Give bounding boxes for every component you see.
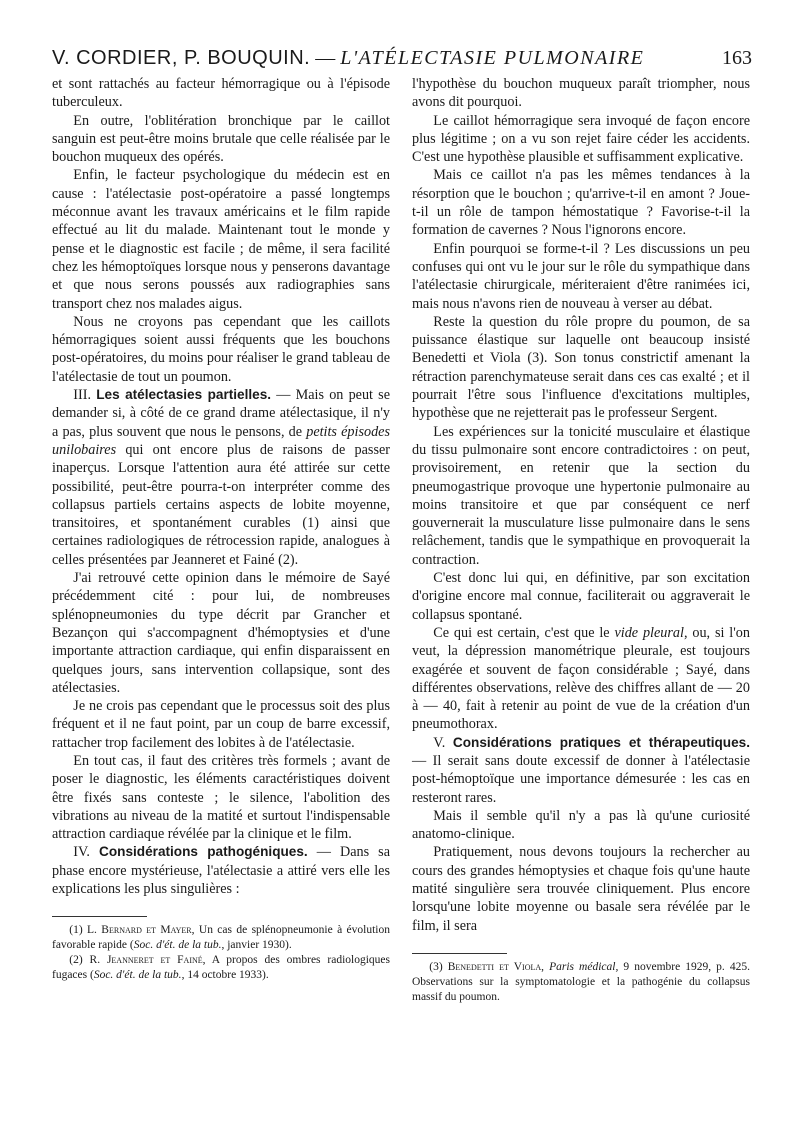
paragraph: Le caillot hémorragique sera invoqué de façon encore plus légitime ; on a vu son rejet faire céder les accidents. C'est une hypothèse plausible et suffisamment explicative. — [412, 112, 750, 166]
section-text: qui ont encore plus de raisons de passer inaperçus. Lorsque l'attention aura été attirée sur cette possibilité, peut-être pourra-t-on interpréter comme des collapsus partiels certains aspects de lobite moyenne, transitoires, et spontanément curables (1) ainsi que certaines radiologiques de rétrocession rapide, analogues à celles présentées par Jeanneret et Fainé (2). — [52, 441, 390, 568]
footnote-3: (3) Benedetti et Viola, Paris médical, 9 novembre 1929, p. 425. Observations sur la symptomatologie et la pathogénie du collapsus massif du poumon. — [412, 960, 750, 1003]
italic-phrase: petits épisodes unilobaires — [52, 423, 390, 458]
page-number: 163 — [722, 47, 752, 69]
footnote-authors: Benedetti et Viola, — [447, 960, 545, 973]
italic-phrase: vide pleural — [614, 624, 684, 641]
right-column — [412, 75, 750, 1005]
paragraph: Nous ne croyons pas cependant que les caillots hémorragiques soient aussi fréquents que les bouchons post-opératoires, du moins pour réaliser le grand tableau de l'atélectasie de tout un poumon. — [52, 313, 390, 385]
paragraph: Enfin, le facteur psychologique du médecin est en cause : l'atélectasie post-opératoire a passé longtemps méconnue avant les travaux américains et le film rapide effectué au lit du malade. Maintenant tout le monde y pense et le diagnostic est facile ; de même, il sera facilité chez les hémoptoïques lorsque nous y penserons davantage et que nous serons poussés aux radiographies sans transport chez nos malades aigus. — [52, 167, 390, 312]
paragraph: et sont rattachés au facteur hémorragique ou à l'épisode tuberculeux. — [52, 76, 390, 111]
footnote-2: (2) R. Jeanneret et Fainé, A propos des ombres radiologiques fugaces (Soc. d'ét. de la tub., 14 octobre 1933). — [52, 954, 390, 982]
left-column — [52, 75, 390, 983]
footnote-authors: R. Jeanneret et Fainé, — [89, 954, 206, 967]
footnote-divider — [412, 953, 507, 954]
section-heading: Les atélectasies partielles. — [96, 387, 272, 403]
section-v-paragraph — [412, 734, 750, 807]
header-title: L'ATÉLECTASIE PULMONAIRE — [340, 47, 645, 69]
header-dash: — — [315, 47, 336, 69]
paragraph: C'est donc lui qui, en définitive, par son excitation d'origine encore mal connue, faciliterait ou aggraverait le collapsus spontané. — [412, 570, 750, 623]
footnote-divider — [52, 916, 147, 917]
footnote-source: Paris médical, — [544, 960, 619, 973]
footnote-source: Soc. d'ét. de la tub. — [133, 939, 222, 952]
section-iv-paragraph — [52, 843, 390, 898]
paragraph: En outre, l'oblitération bronchique par le caillot sanguin est peut-être moins brutale que celle réalisée par le bouchon muqueux des opérés. — [52, 112, 390, 166]
paragraph: Reste la question du rôle propre du poumon, de sa puissance élastique sur laquelle ont beaucoup insisté Benedetti et Viola (3). Son tonus constrictif amenant la rétraction parenchymateuse serait dans ces cas exalté ; et il pourrait l'être sous l'influence d'excitations multiples, hypothèse que ne rejetterait pas le professeur Sergent. — [412, 313, 750, 422]
section-iii-paragraph — [52, 386, 390, 569]
paragraph: En tout cas, il faut des critères très formels ; avant de poser le diagnostic, les éléments caractéristiques doivent être fixés sans conteste ; le silence, l'abolition des vibrations au niveau de la matité et surtout l'indispensable attraction cardiaque révélée par la clinique et le film. — [52, 752, 390, 843]
section-text: — Mais on peut se demander si, à côté de ce grand drame atélectasique, il n'y a pas, plus souvent que nous le pensons, de — [52, 387, 391, 440]
paragraph: Mais il semble qu'il n'y a pas là qu'une curiosité anatomo-clinique. — [412, 807, 750, 843]
paragraph: Je ne crois pas cependant que le processus soit des plus fréquent et il ne faut point, par un coup de barre excessif, rattacher trop facilement des lobites à de l'atélectasie. — [52, 698, 390, 751]
paragraph: Ce qui est certain, c'est que le vide pleural, ou, si l'on veut, la dépression manométrique pleurale, est toujours exagérée et souvent de façon considérable ; Sayé, dans différentes observations, relève des chiffres allant de — 20 à — 40, fait à retenir au point de vue de la création d'un pneumothorax. — [412, 624, 750, 733]
header-authors: V. CORDIER, P. BOUQUIN. — [52, 47, 311, 69]
section-heading: Considérations pratiques et thérapeutiques. — [452, 734, 751, 750]
paragraph: Enfin pourquoi se forme-t-il ? Les discussions un peu confuses qui ont vu le jour sur le rôle du sympathique dans l'atélectasie chirurgicale, mériteraient d'être ranimées ici, mais nous n'avons rien de nouveau à verser au débat. — [412, 240, 750, 312]
section-number: V. — [433, 734, 446, 751]
section-text: — Dans sa phase encore mystérieuse, l'atélectasie a attiré vers elle les explications les plus singulières : — [52, 844, 390, 898]
section-number: IV. — [73, 844, 90, 861]
paragraph: J'ai retrouvé cette opinion dans le mémoire de Sayé précédemment cité : pour lui, de nombreuses splénopneumonies du type décrit par Grancher et Bezançon qui s'accompagnent d'hémoptysies et d'une importante attraction cardiaque, qui enfin disparaissent en quelques jours, sans intervention collapsique, sont des atélectasies. — [52, 570, 390, 696]
paragraph: Mais ce caillot n'a pas les mêmes tendances à la résorption que le bouchon ; qu'arrive-t-il en amont ? Joue-t-il un rôle de tampon hémostatique ? Favorise-t-il la formation de cavernes ? Nous l'ignorons encore. — [412, 167, 750, 239]
section-text: — Il serait sans doute excessif de donner à l'atélectasie post-hémoptoïque une importance démesurée : les cas en resteront rares. — [412, 752, 750, 806]
footnote-authors: L. Bernard et Mayer, — [87, 924, 195, 937]
paragraph: l'hypothèse du bouchon muqueux paraît triompher, nous avons dit pourquoi. — [412, 76, 750, 111]
paragraph: Pratiquement, nous devons toujours la rechercher au cours des grandes hémoptysies et chaque fois qu'une haute matité singulière sera trouvée cliniquement. Plus encore lorsqu'une lobite moyenne ou basale sera révélée par le film, il sera — [412, 844, 750, 934]
running-header — [52, 44, 752, 72]
footnote-1: (1) L. Bernard et Mayer, Un cas de splénopneumonie à évolution favorable rapide (Soc. d'ét. de la tub., janvier 1930). — [52, 924, 390, 952]
paragraph: Les expériences sur la tonicité musculaire et élastique du tissu pulmonaire sont encore contradictoires : on peut, provisoirement, en retenir que la section du pneumogastrique provoque une hypertonie pulmonaire au moins transitoire et que par conséquent ce nerf gouvernerait la musculature lisse pulmonaire dans le sens relâchement, tandis que le sympathique en provoquerait la contraction. — [412, 423, 750, 568]
section-number: III. — [73, 387, 92, 404]
section-heading: Considérations pathogéniques. — [99, 844, 308, 860]
footnote-source: Soc. d'ét. de la tub. — [93, 969, 182, 982]
